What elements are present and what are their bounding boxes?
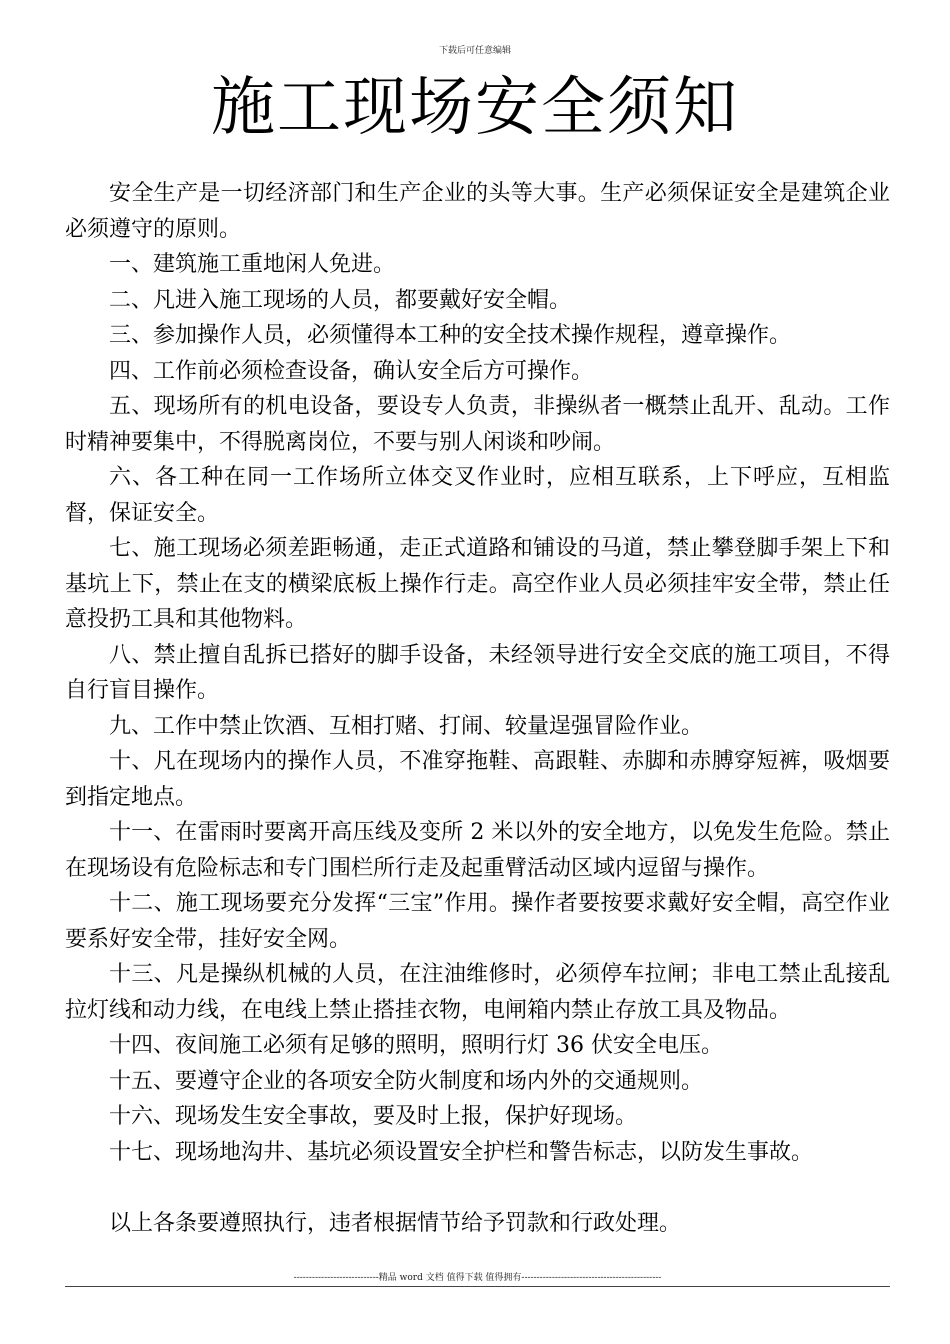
document-title: 施工现场安全须知 [211,71,739,145]
rule-item-1: 一、建筑施工重地闲人免进。 [109,252,396,277]
rule-item-7: 七、施工现场必须差距畅通，走正式道路和铺设的马道，禁止攀登脚手架上下和基坑上下，禁止在支的横梁底板上操作行走。高空作业人员必须挂牢安全带，禁止任意投扔工具和其他物料。 [65,536,890,632]
rule-item-4: 四、工作前必须检查设备，确认安全后方可操作。 [109,358,594,384]
paragraph-spacer [65,1170,890,1206]
rule-item-12: 十二、施工现场要充分发挥“三宝”作用。操作者要按要求戴好安全帽，高空作业要系好安全带，挂好安全网。 [65,891,890,952]
rule-item-16: 十六、现场发生安全事故，要及时上报，保护好现场。 [109,1104,638,1129]
rule-item-11: 十一、在雷雨时要离开高压线及变所 2 米以外的安全地方，以免发生危险。禁止在现场设有危险标志和专门围栏所行走及起重臂活动区域内逗留与操作。 [65,820,890,881]
rule-item-8: 八、禁止擅自乱拆已搭好的脚手设备，未经领导进行安全交底的施工项目，不得自行盲目操作。 [65,642,890,703]
rule-item-3: 三、参加操作人员，必须懂得本工种的安全技术操作规程，遵章操作。 [109,323,792,348]
rule-item-17: 十七、现场地沟井、基坑必须设置安全护栏和警告标志，以防发生事故。 [109,1139,814,1165]
rule-item-2: 二、凡进入施工现场的人员，都要戴好安全帽。 [109,287,572,313]
header-note: 下载后可任意编辑 [438,46,511,56]
rule-item-13: 十三、凡是操纵机械的人员，在注油维修时，必须停车拉闸；非电工禁止乱接乱拉灯线和动力线，在电线上禁止搭挂衣物，电闸箱内禁止存放工具及物品。 [65,962,890,1023]
rule-item-10: 十、凡在现场内的操作人员，不准穿拖鞋、高跟鞋、赤脚和赤膊穿短裤，吸烟要到指定地点。 [65,749,890,810]
footer-note: ----------------------------精品 word 文档 值得下载 值得拥有---------------------------------------------- [293,1273,662,1283]
rule-item-6: 六、各工种在同一工作场所立体交叉作业时，应相互联系，上下呼应，互相监督，保证安全。 [65,465,890,526]
document-body [65,176,890,1241]
footer-divider [65,1286,890,1287]
rule-item-5: 五、现场所有的机电设备，要设专人负责，非操纵者一概禁止乱开、乱动。工作时精神要集中，不得脱离岗位，不要与别人闲谈和吵闹。 [65,394,890,455]
rule-item-9: 九、工作中禁止饮酒、互相打赌、打闹、较量逞强冒险作业。 [109,713,704,739]
rule-item-14: 十四、夜间施工必须有足够的照明，照明行灯 36 伏安全电压。 [109,1033,723,1058]
intro-paragraph: 安全生产是一切经济部门和生产企业的头等大事。生产必须保证安全是建筑企业必须遵守的原则。 [65,181,890,242]
closing-paragraph: 以上各条要遵照执行，违者根据情节给予罚款和行政处理。 [109,1210,682,1236]
rule-item-15: 十五、要遵守企业的各项安全防火制度和场内外的交通规则。 [109,1068,704,1094]
